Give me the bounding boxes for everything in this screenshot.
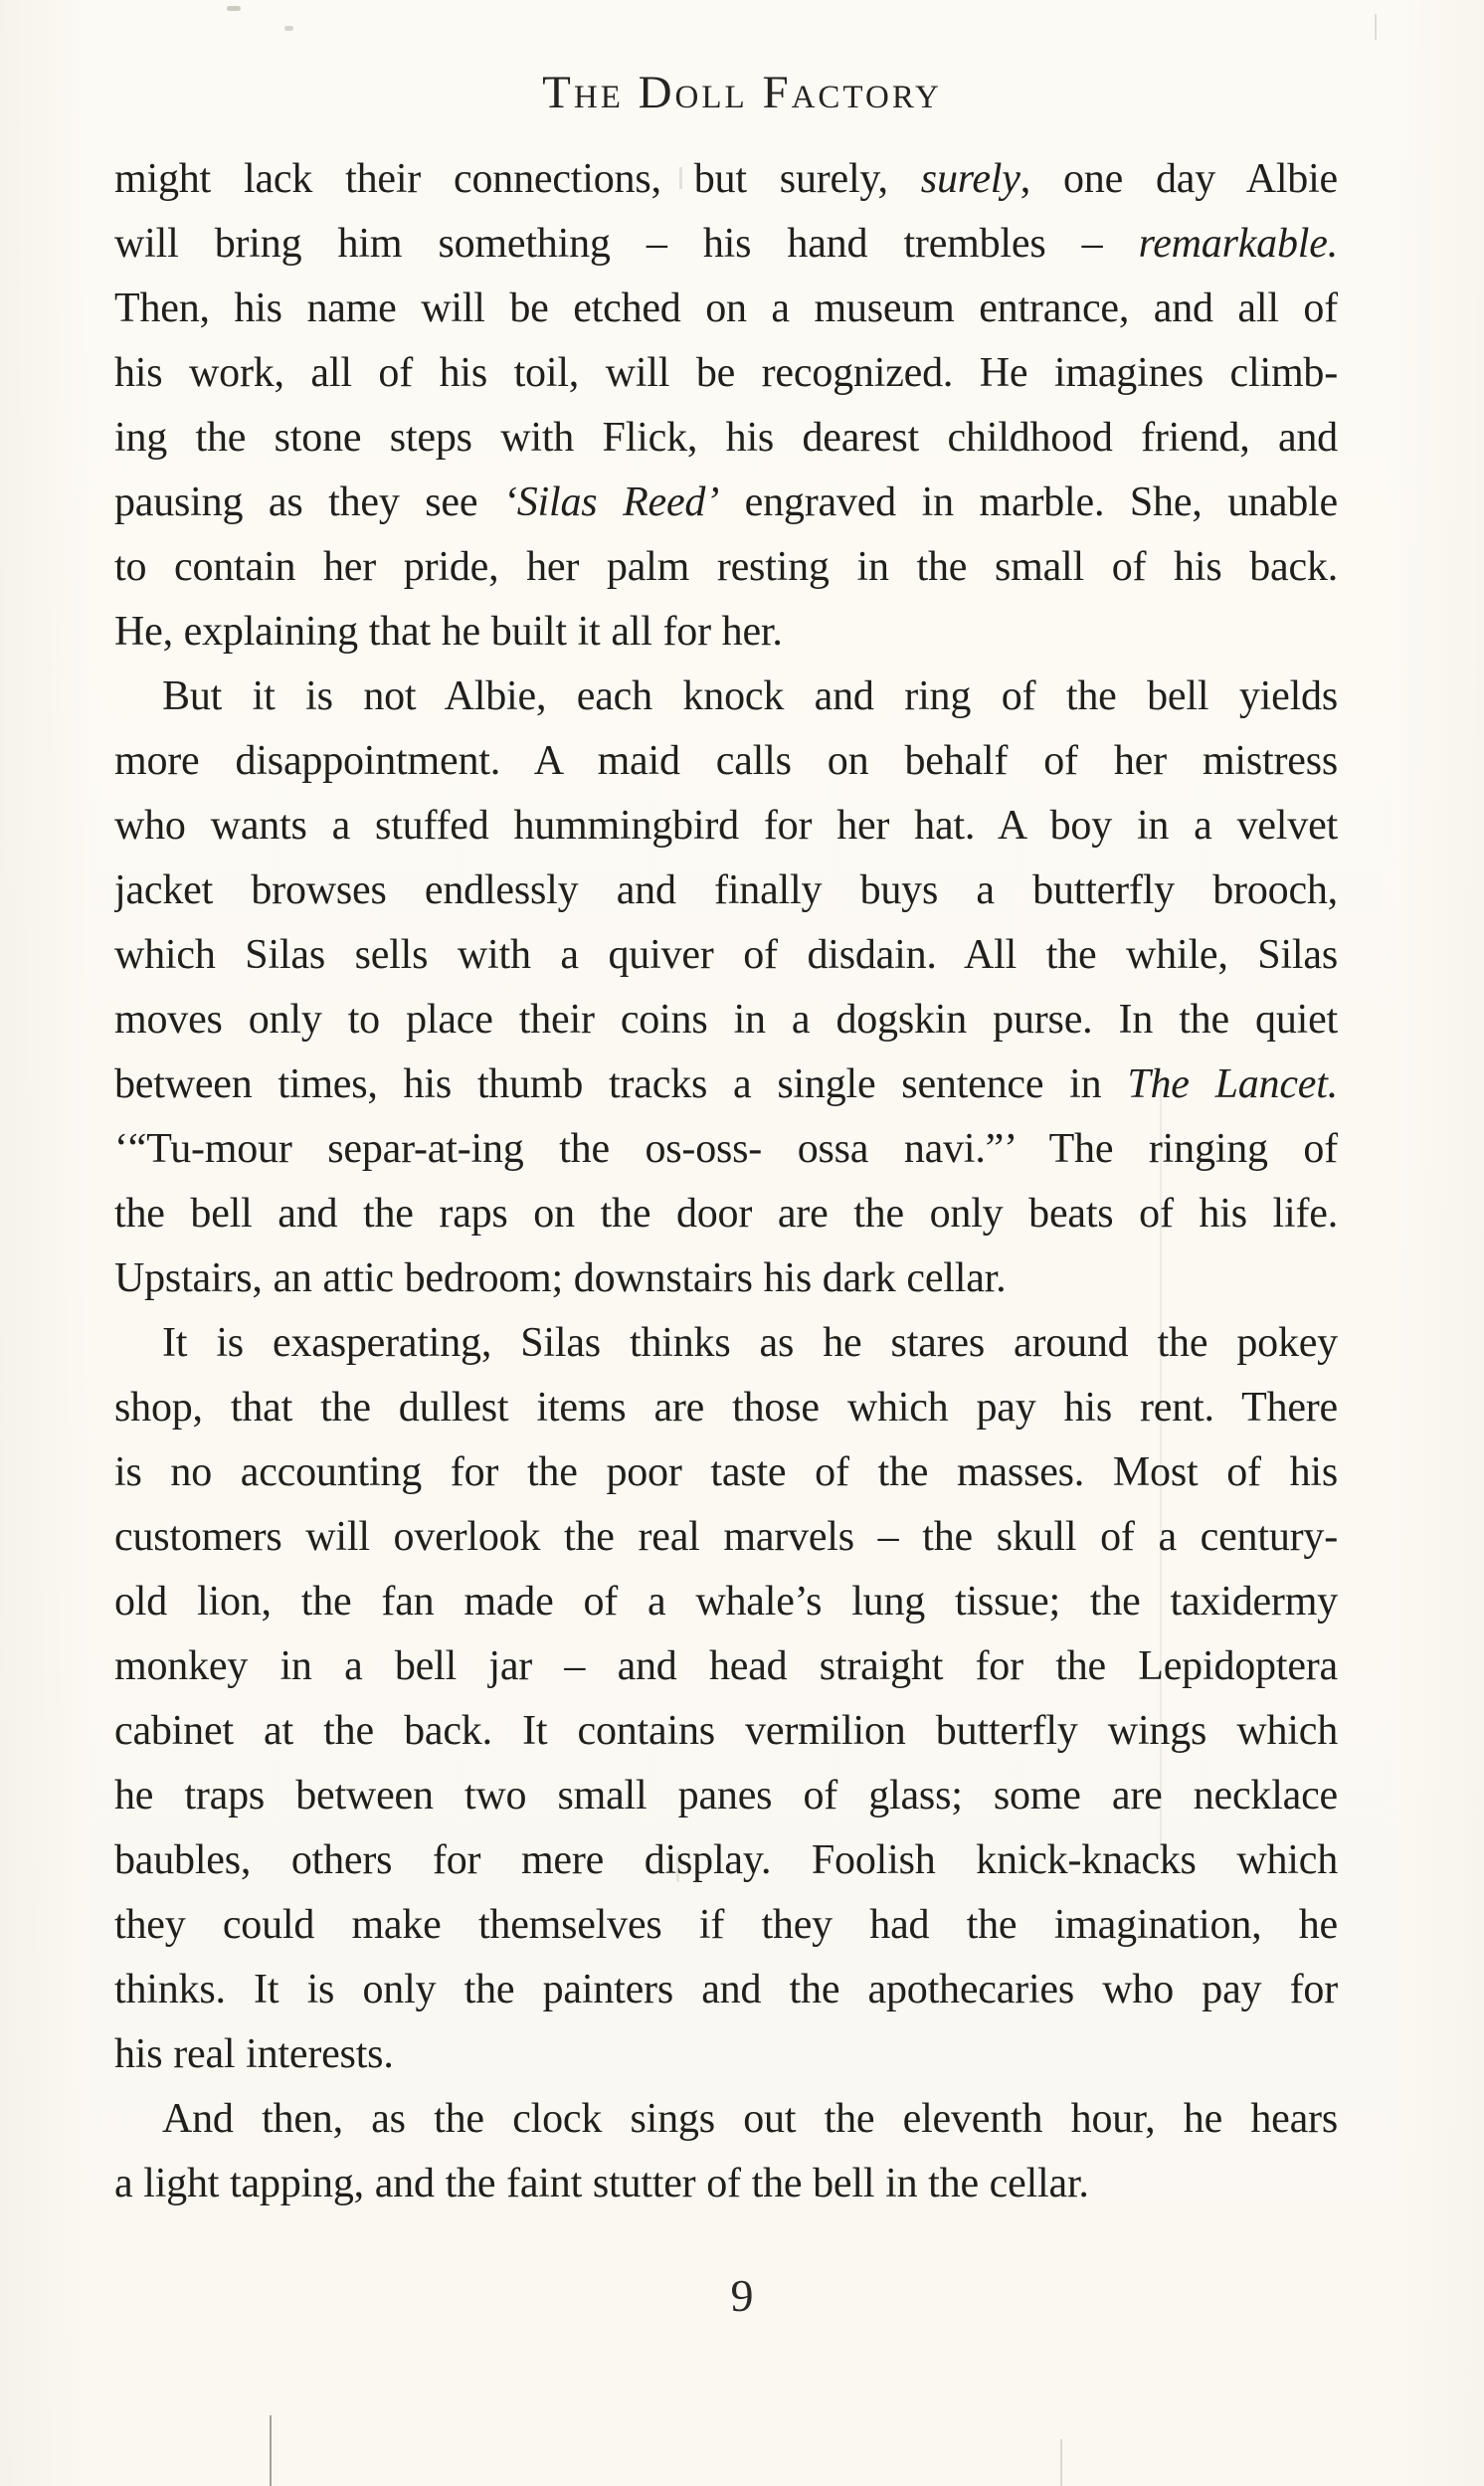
- italic-text-segment: remarkable.: [1138, 221, 1338, 267]
- text-segment: monkey in a bell jar – and head straight for the Lepidoptera: [114, 1643, 1338, 1689]
- text-line: [114, 859, 1338, 923]
- italic-text-segment: surely: [920, 156, 1020, 202]
- text-segment: who wants a stuffed hummingbird for her hat. A boy in a velvet: [114, 803, 1338, 849]
- text-segment: a light tapping, and the faint stutter of the bell in the cellar.: [114, 2161, 1089, 2206]
- text-segment: And then, as the clock sings out the eleventh hour, he hears: [162, 2096, 1338, 2142]
- text-segment: his real interests.: [114, 2031, 394, 2077]
- text-line: [114, 1440, 1338, 1505]
- text-segment: Then, his name will be etched on a museum entrance, and all of: [114, 286, 1338, 331]
- text-line: [114, 1505, 1338, 1570]
- text-line: [114, 1246, 1338, 1311]
- text-line: [114, 1958, 1338, 2022]
- text-segment: will bring him something – his hand trembles –: [114, 221, 1139, 267]
- text-segment: the bell and the raps on the door are the only beats of his life.: [114, 1191, 1338, 1237]
- text-line: [114, 2152, 1338, 2216]
- text-line: [114, 1893, 1338, 1958]
- text-segment: He, explaining that he built it all for her.: [114, 609, 783, 655]
- text-line: [114, 277, 1338, 341]
- text-segment: baubles, others for mere display. Foolish knick-knacks which: [114, 1837, 1338, 1883]
- text-line: [114, 1117, 1338, 1182]
- text-segment: to contain her pride, her palm resting in the small of his back.: [114, 544, 1338, 590]
- scan-artifact-speck: [227, 6, 241, 11]
- text-segment: jacket browses endlessly and finally buys a butterfly brooch,: [114, 867, 1338, 913]
- text-segment: pausing as they see: [114, 479, 503, 525]
- scan-artifact-speck: [284, 26, 293, 31]
- text-segment: he traps between two small panes of glass; some are necklace: [114, 1773, 1338, 1818]
- text-line: [114, 1052, 1338, 1117]
- text-line: [114, 600, 1338, 665]
- text-segment: engraved in marble. She, unable: [719, 479, 1338, 525]
- text-segment: moves only to place their coins in a dogskin purse. In the quiet: [114, 997, 1338, 1043]
- text-line: [114, 1182, 1338, 1246]
- text-line: [114, 1570, 1338, 1634]
- text-line: [114, 665, 1338, 729]
- running-header-title: The Doll Factory: [542, 67, 942, 118]
- text-line: [114, 1311, 1338, 1376]
- text-line: [114, 212, 1338, 277]
- text-segment: between times, his thumb tracks a single sentence in: [114, 1061, 1128, 1107]
- text-segment: they could make themselves if they had the imagination, he: [114, 1902, 1338, 1948]
- text-segment: might lack their connections, but surely,: [114, 156, 921, 202]
- text-line: [114, 1634, 1338, 1699]
- text-line: [114, 471, 1338, 535]
- body-text-block: [114, 147, 1338, 2216]
- text-segment: his work, all of his toil, will be recognized. He imagines climb-: [114, 350, 1338, 396]
- page-number: 9: [730, 2270, 754, 2321]
- text-line: [114, 794, 1338, 859]
- text-line: [114, 729, 1338, 794]
- text-segment: Upstairs, an attic bedroom; downstairs his dark cellar.: [114, 1255, 1007, 1301]
- scan-artifact-vertical-line: [270, 2415, 272, 2486]
- text-segment: shop, that the dullest items are those which pay his rent. There: [114, 1385, 1338, 1431]
- text-line: [114, 1828, 1338, 1893]
- text-line: [114, 147, 1338, 212]
- text-line: [114, 535, 1338, 600]
- text-line: [114, 1699, 1338, 1764]
- text-segment: old lion, the fan made of a whale’s lung tissue; the taxidermy: [114, 1579, 1338, 1625]
- scan-artifact-vertical-line: [1375, 14, 1377, 40]
- text-line: [114, 988, 1338, 1052]
- scan-artifact-vertical-line: [1060, 2439, 1062, 2486]
- text-line: [114, 2087, 1338, 2152]
- italic-text-segment: The Lancet.: [1127, 1061, 1338, 1107]
- text-segment: It is exasperating, Silas thinks as he stares around the pokey: [162, 1320, 1338, 1366]
- text-line: [114, 923, 1338, 988]
- text-segment: ‘“Tu-mour separ-at-ing the os-oss- ossa navi.”’ The ringing of: [114, 1126, 1338, 1172]
- text-segment: thinks. It is only the painters and the apothecaries who pay for: [114, 1967, 1338, 2012]
- text-line: [114, 2022, 1338, 2087]
- italic-text-segment: ‘Silas Reed’: [502, 479, 720, 525]
- text-segment: , one day Albie: [1020, 156, 1338, 202]
- text-segment: cabinet at the back. It contains vermilion butterfly wings which: [114, 1708, 1338, 1754]
- text-segment: ing the stone steps with Flick, his dearest childhood friend, and: [114, 415, 1338, 461]
- text-line: [114, 1376, 1338, 1440]
- text-segment: But it is not Albie, each knock and ring of the bell yields: [162, 673, 1338, 719]
- text-line: [114, 406, 1338, 471]
- text-segment: which Silas sells with a quiver of disdain. All the while, Silas: [114, 932, 1338, 978]
- text-line: [114, 341, 1338, 406]
- text-segment: customers will overlook the real marvels – the skull of a century-: [114, 1514, 1338, 1560]
- text-segment: is no accounting for the poor taste of the masses. Most of his: [114, 1449, 1338, 1495]
- text-segment: more disappointment. A maid calls on behalf of her mistress: [114, 738, 1338, 784]
- text-line: [114, 1764, 1338, 1828]
